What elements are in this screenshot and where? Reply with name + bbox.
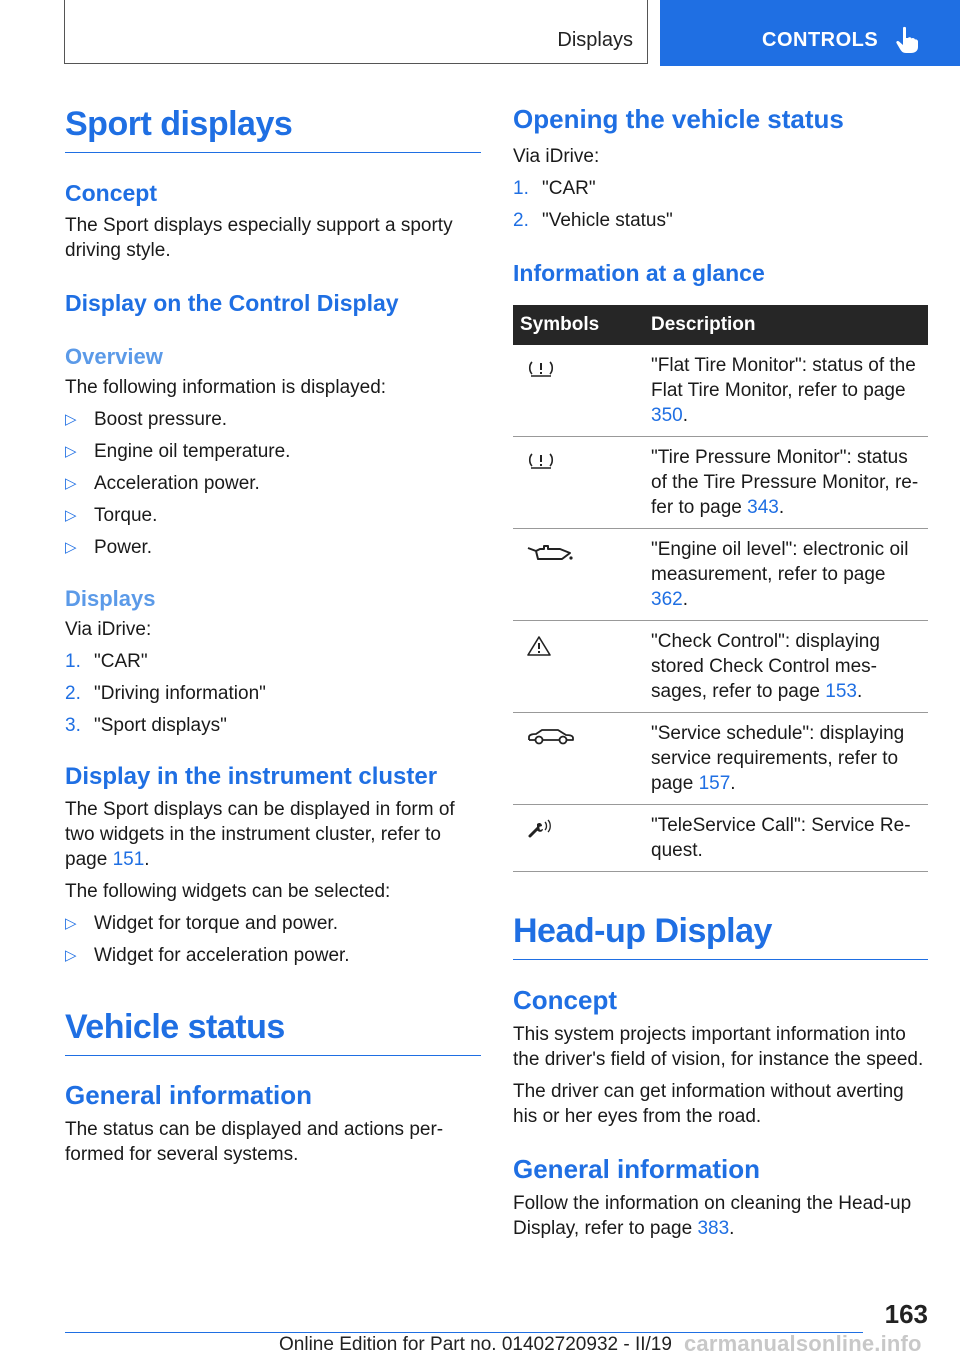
table-row: "Engine oil level": electronic oil measurement, refer to page 362. <box>513 529 928 621</box>
list-item: ▷ Widget for torque and power. <box>65 913 338 934</box>
wrench-call-icon <box>526 819 556 839</box>
hud-concept-text: This system projects important information into the driver's field of vision, for instance the speed. <box>513 1024 924 1070</box>
triangle-bullet-icon: ▷ <box>65 947 77 964</box>
widgets-list <box>65 911 481 968</box>
head-up-display-heading: Head-up Display <box>513 912 928 960</box>
general-information-text: The status can be displayed and actions performed for several systems. <box>65 1119 444 1165</box>
list-item: ▷ Torque. <box>65 505 158 526</box>
table-row: "Service schedule": displaying service requirements, refer to page 157. <box>513 713 928 805</box>
section-header-box <box>64 0 648 64</box>
sport-displays-heading: Sport displays <box>65 105 481 153</box>
page-link[interactable]: 153 <box>825 681 857 702</box>
triangle-bullet-icon: ▷ <box>65 443 77 460</box>
left-column <box>65 96 481 1167</box>
cluster-text: The Sport displays can be displayed in form of two widgets in the instrument cluster, refer to page 151. <box>65 799 455 870</box>
list-item: 1. "CAR" <box>513 178 596 199</box>
page-link[interactable]: 362 <box>651 589 683 610</box>
right-column <box>513 96 928 1241</box>
warning-triangle-icon <box>526 635 552 657</box>
list-item: ▷ Engine oil temperature. <box>65 441 291 462</box>
watermark: carmanualsonline.info <box>684 1331 922 1356</box>
list-item: ▷ Acceleration power. <box>65 473 260 494</box>
list-item: 2. "Driving information" <box>65 683 266 704</box>
edition-text: Online Edition for Part no. 01402720932 - II/19 <box>279 1334 672 1355</box>
page-link[interactable]: 343 <box>747 497 779 518</box>
displays-steps <box>65 649 481 738</box>
hud-concept-heading: Concept <box>513 985 617 1015</box>
triangle-bullet-icon: ▷ <box>65 507 77 524</box>
list-item: 1. "CAR" <box>65 651 148 672</box>
page-link[interactable]: 157 <box>698 773 731 794</box>
pointing-hand-icon <box>894 26 920 54</box>
list-item: ▷ Power. <box>65 537 153 558</box>
triangle-bullet-icon: ▷ <box>65 915 77 932</box>
table-row: "Check Control": displaying stored Check Control messages, refer to page 153. <box>513 621 928 713</box>
column-header-description: Description <box>644 305 928 345</box>
concept-text: The Sport displays especially support a sporty driving style. <box>65 215 453 261</box>
hud-concept-text-2: The driver can get information without averting his or her eyes from the road. <box>513 1081 904 1127</box>
section-title: Displays <box>557 29 633 51</box>
concept-heading: Concept <box>65 180 157 206</box>
page-link[interactable]: 350 <box>651 405 683 426</box>
triangle-bullet-icon: ▷ <box>65 475 77 492</box>
information-glance-heading: Information at a glance <box>513 260 765 286</box>
hud-general-text: Follow the information on cleaning the Head-up Display, refer to page 383. <box>513 1193 912 1239</box>
overview-heading: Overview <box>65 344 163 369</box>
hud-general-heading: General information <box>513 1154 761 1184</box>
list-item: 2. "Vehicle status" <box>513 210 673 231</box>
opening-steps <box>513 176 928 233</box>
overview-intro: The following information is displayed: <box>65 377 387 398</box>
symbols-table <box>513 305 928 872</box>
table-header-row <box>513 305 928 345</box>
displays-intro: Via iDrive: <box>65 619 152 640</box>
flat-tire-icon <box>526 359 556 379</box>
widgets-intro: The following widgets can be selected: <box>65 881 391 902</box>
page-link[interactable]: 383 <box>697 1218 730 1239</box>
list-item: ▷ Boost pressure. <box>65 409 228 430</box>
oil-can-icon <box>526 543 574 563</box>
triangle-bullet-icon: ▷ <box>65 539 77 556</box>
tire-pressure-icon <box>526 451 556 471</box>
table-row: "Flat Tire Monitor": status of the Flat Tire Monitor, refer to page 350. <box>513 345 928 437</box>
instrument-cluster-heading: Display in the instrument cluster <box>65 763 438 790</box>
page-header <box>0 0 960 66</box>
page-number: 163 <box>884 1299 928 1329</box>
chapter-tab-label: CONTROLS <box>762 29 879 51</box>
table-row: "TeleService Call": Service Request. <box>513 805 928 872</box>
opening-vehicle-status-heading: Opening the vehicle status <box>513 104 844 134</box>
triangle-bullet-icon: ▷ <box>65 411 77 428</box>
displays-heading: Displays <box>65 586 156 611</box>
list-item: ▷ Widget for acceleration power. <box>65 945 350 966</box>
chapter-tab[interactable] <box>660 0 960 66</box>
table-row: "Tire Pressure Monitor": status of the Tire Pressure Monitor, refer to page 343. <box>513 437 928 529</box>
general-information-heading: General information <box>65 1080 313 1110</box>
control-display-heading: Display on the Control Display <box>65 290 399 316</box>
column-header-symbols: Symbols <box>513 305 644 345</box>
vehicle-status-heading: Vehicle status <box>65 1008 481 1056</box>
opening-intro: Via iDrive: <box>513 146 600 167</box>
overview-list <box>65 407 481 560</box>
page-link[interactable]: 151 <box>112 849 145 870</box>
car-service-icon <box>526 727 576 747</box>
list-item: 3. "Sport displays" <box>65 715 227 736</box>
